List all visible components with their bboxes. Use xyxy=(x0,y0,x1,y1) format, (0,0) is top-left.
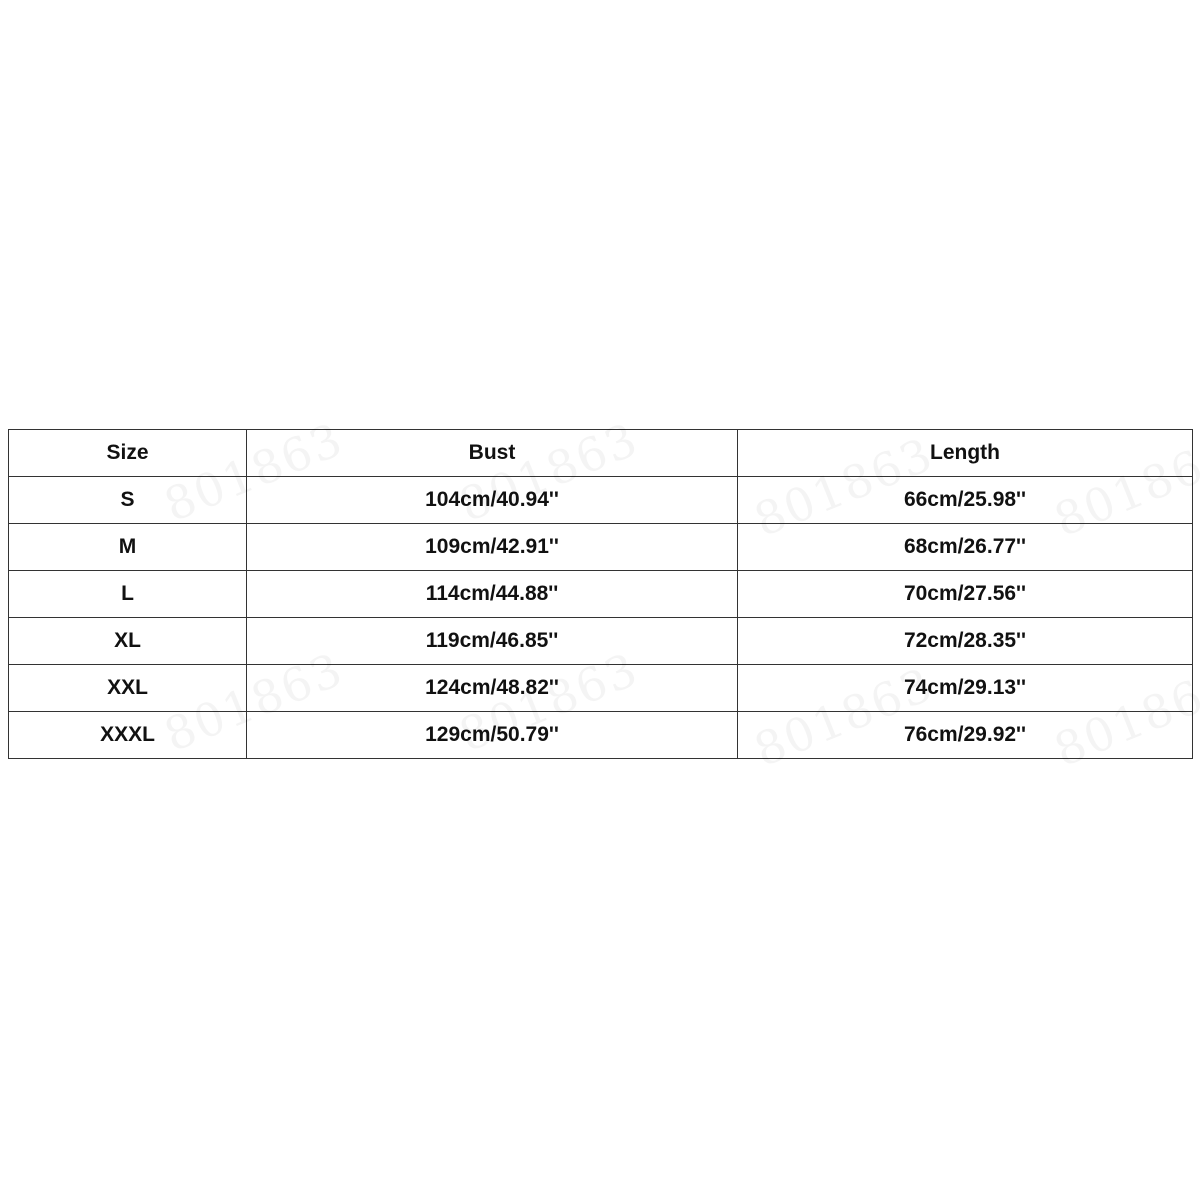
header-length: Length xyxy=(738,430,1193,477)
cell-size: L xyxy=(9,571,247,618)
table-row xyxy=(9,665,1193,712)
cell-length: 76cm/29.92'' xyxy=(738,712,1193,759)
header-bust: Bust xyxy=(247,430,738,477)
cell-size: S xyxy=(9,477,247,524)
size-chart-table xyxy=(8,429,1193,759)
table-row xyxy=(9,524,1193,571)
table-header-row xyxy=(9,430,1193,477)
cell-length: 70cm/27.56'' xyxy=(738,571,1193,618)
header-size: Size xyxy=(9,430,247,477)
table-row xyxy=(9,712,1193,759)
table-row xyxy=(9,477,1193,524)
cell-bust: 129cm/50.79'' xyxy=(247,712,738,759)
cell-size: XXL xyxy=(9,665,247,712)
cell-bust: 109cm/42.91'' xyxy=(247,524,738,571)
cell-bust: 104cm/40.94'' xyxy=(247,477,738,524)
cell-size: XL xyxy=(9,618,247,665)
cell-bust: 119cm/46.85'' xyxy=(247,618,738,665)
cell-size: M xyxy=(9,524,247,571)
cell-length: 66cm/25.98'' xyxy=(738,477,1193,524)
cell-bust: 124cm/48.82'' xyxy=(247,665,738,712)
cell-length: 72cm/28.35'' xyxy=(738,618,1193,665)
cell-length: 74cm/29.13'' xyxy=(738,665,1193,712)
cell-bust: 114cm/44.88'' xyxy=(247,571,738,618)
table-row xyxy=(9,618,1193,665)
cell-length: 68cm/26.77'' xyxy=(738,524,1193,571)
cell-size: XXXL xyxy=(9,712,247,759)
table-row xyxy=(9,571,1193,618)
